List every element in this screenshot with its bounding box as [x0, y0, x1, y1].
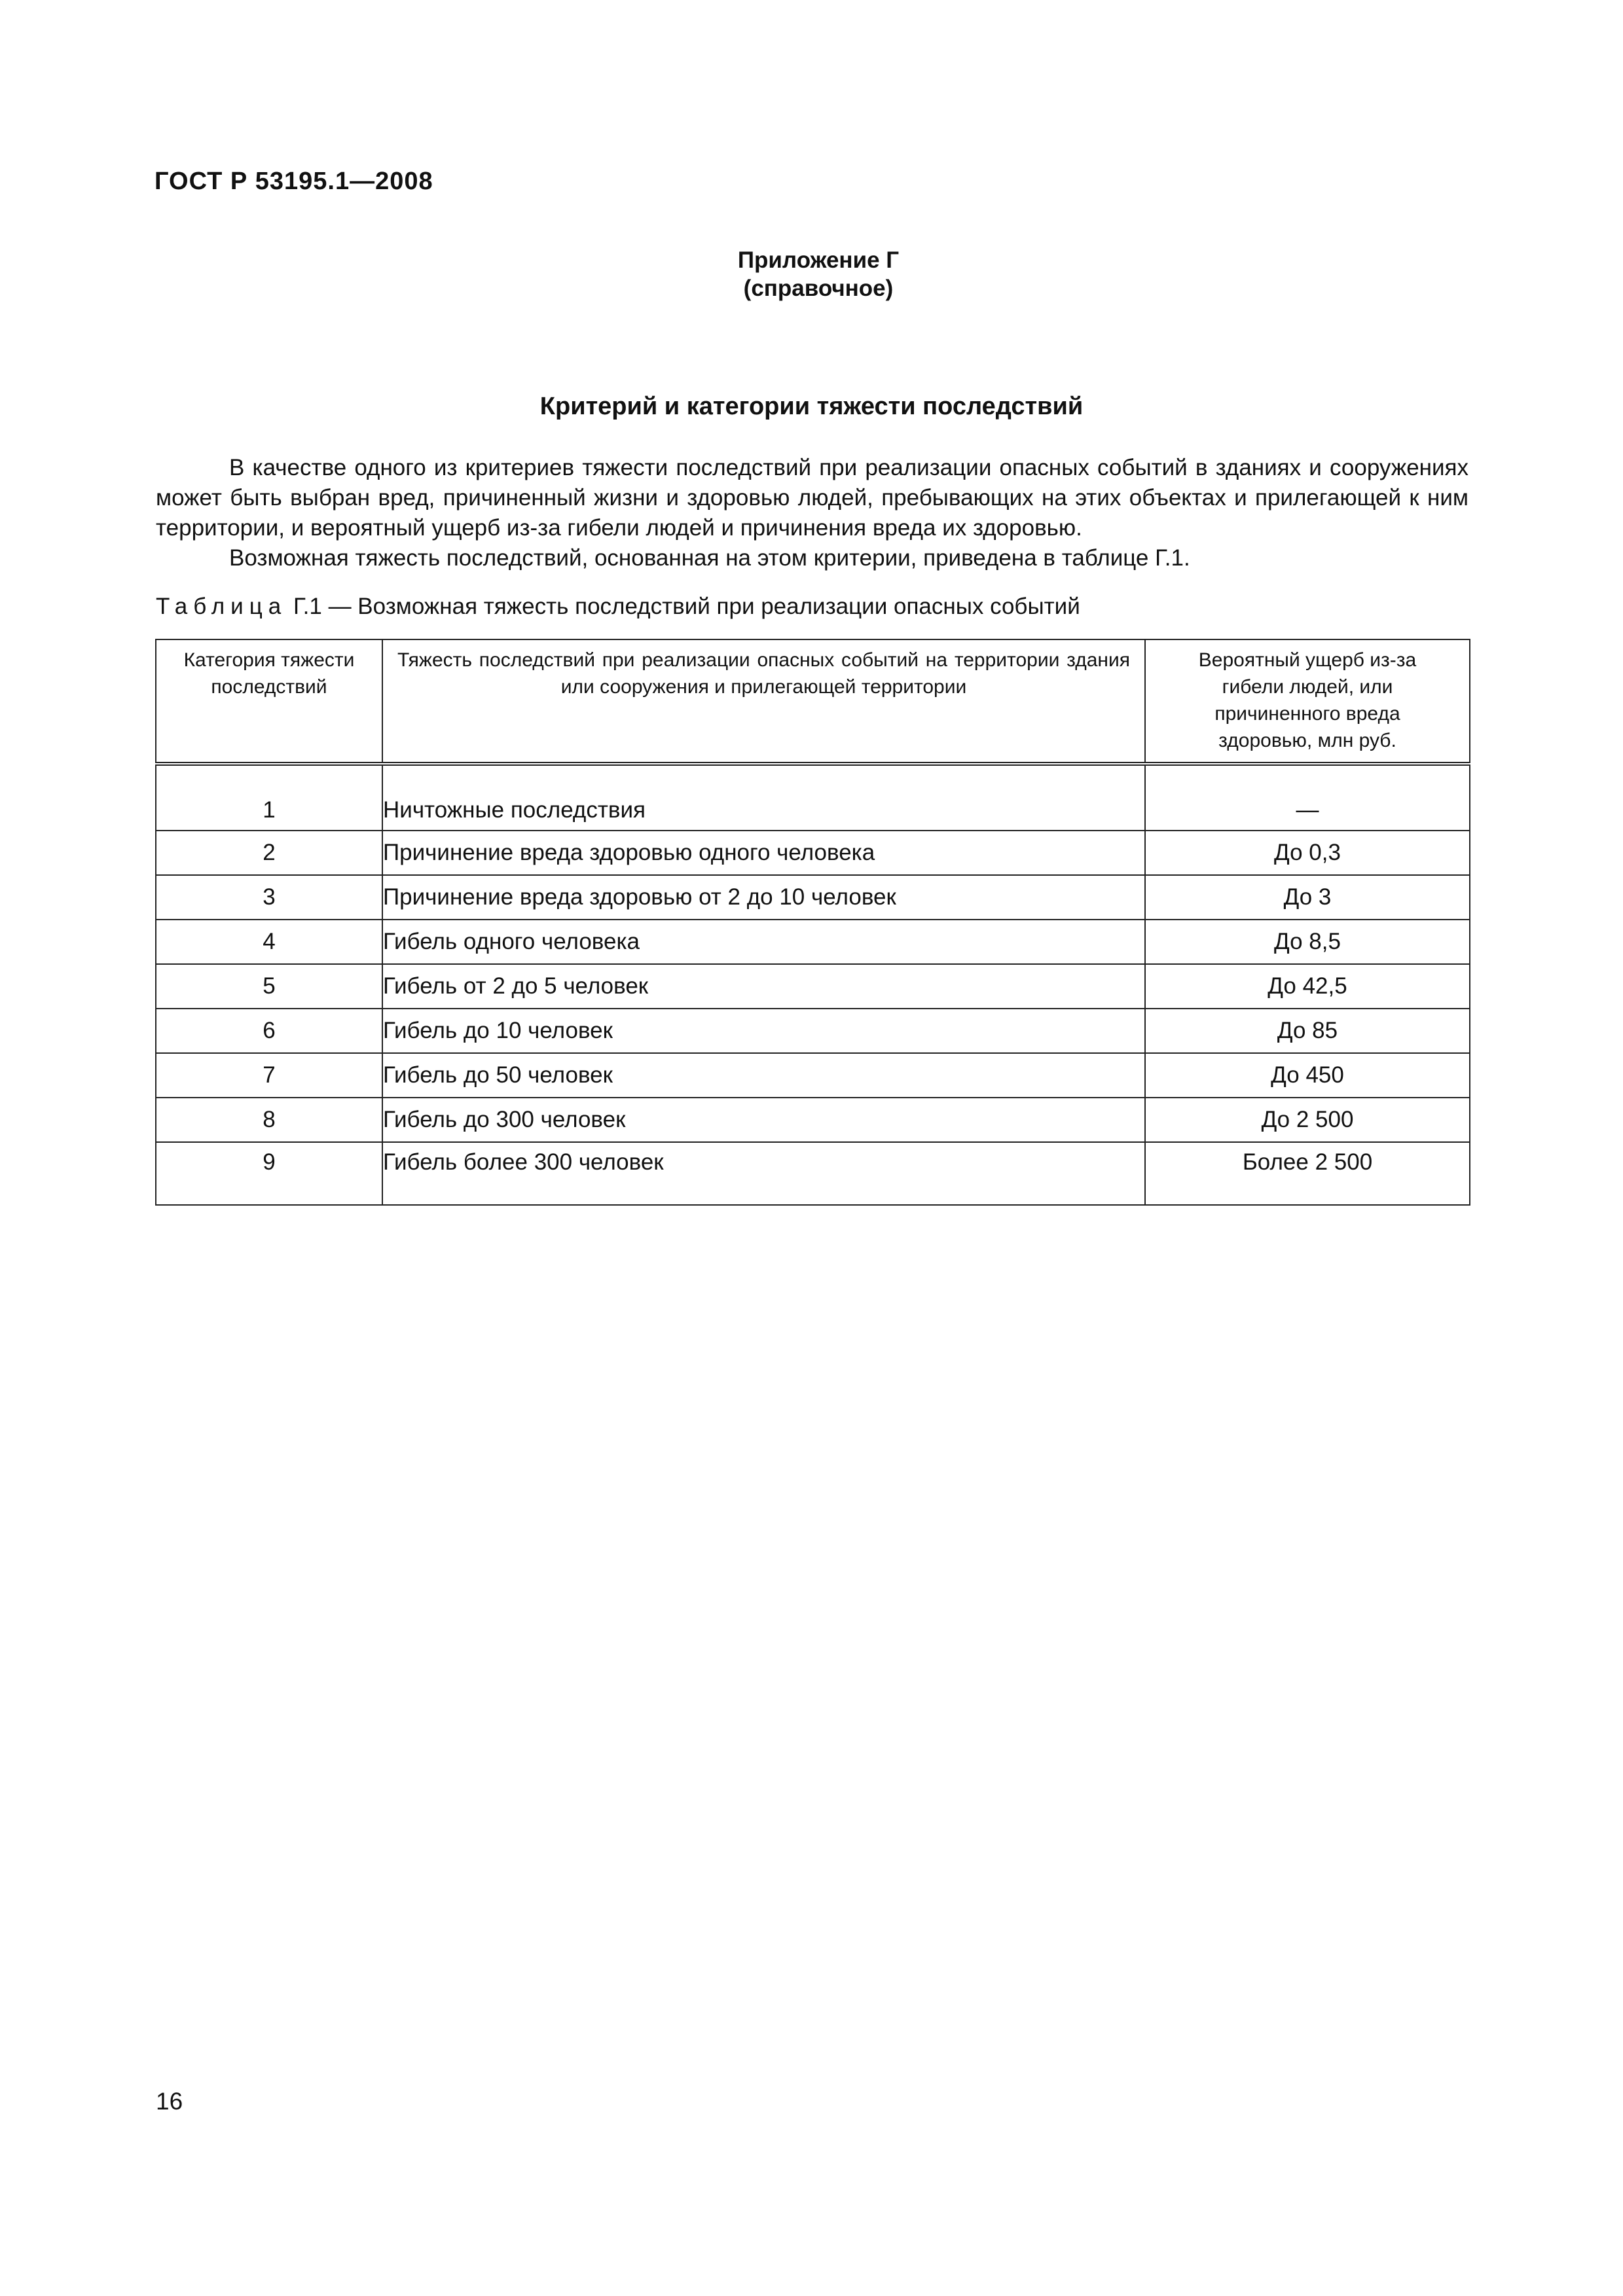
category-cell: 1 [156, 764, 382, 831]
damage-cell: До 2 500 [1145, 1098, 1470, 1142]
severity-cell: Гибель от 2 до 5 человек [382, 964, 1145, 1009]
damage-cell: Более 2 500 [1145, 1142, 1470, 1205]
category-cell: 4 [156, 920, 382, 964]
category-cell: 5 [156, 964, 382, 1009]
category-cell: 6 [156, 1009, 382, 1053]
severity-cell: Гибель до 10 человек [382, 1009, 1145, 1053]
severity-cell: Причинение вреда здоровью одного человека [382, 831, 1145, 875]
severity-cell: Ничтожные последствия [382, 764, 1145, 831]
table-row [156, 1142, 1470, 1205]
category-cell: 9 [156, 1142, 382, 1205]
column-header-category: Категория тяжести последствий [156, 639, 382, 764]
severity-cell: Гибель до 50 человек [382, 1053, 1145, 1098]
damage-cell: До 8,5 [1145, 920, 1470, 964]
damage-cell: — [1145, 764, 1470, 831]
severity-cell: Гибель более 300 человек [382, 1142, 1145, 1205]
page-number: 16 [156, 2088, 183, 2115]
category-cell: 3 [156, 875, 382, 920]
severity-cell: Гибель одного человека [382, 920, 1145, 964]
appendix-kind: (справочное) [743, 276, 894, 301]
paragraph: Возможная тяжесть последствий, основанная на этом критерии, приведена в таблице Г.1. [229, 545, 1190, 571]
damage-cell: До 42,5 [1145, 964, 1470, 1009]
damage-cell: До 85 [1145, 1009, 1470, 1053]
column-header-severity: Тяжесть последствий при реализации опасных событий на территории здания или сооружения и прилегающей территории [382, 639, 1145, 764]
table-row [156, 875, 1470, 920]
table-caption-label: Таблица [156, 594, 287, 619]
damage-cell: До 450 [1145, 1053, 1470, 1098]
table-row [156, 1009, 1470, 1053]
column-header-damage: Вероятный ущерб из-за гибели людей, или причиненного вреда здоровью, млн руб. [1145, 639, 1470, 764]
severity-cell: Причинение вреда здоровью от 2 до 10 человек [382, 875, 1145, 920]
category-cell: 2 [156, 831, 382, 875]
table-caption [156, 594, 1080, 620]
table-row [156, 964, 1470, 1009]
category-cell: 8 [156, 1098, 382, 1142]
table-row [156, 920, 1470, 964]
damage-cell: До 0,3 [1145, 831, 1470, 875]
table-header-row [156, 639, 1470, 764]
section-title: Критерий и категории тяжести последствий [539, 393, 1084, 420]
appendix-title: Приложение Г [737, 247, 900, 273]
table-row [156, 831, 1470, 875]
table-caption-text: Г.1 — Возможная тяжесть последствий при реализации опасных событий [293, 594, 1080, 619]
severity-cell: Гибель до 300 человек [382, 1098, 1145, 1142]
table-row [156, 764, 1470, 831]
document-code: ГОСТ Р 53195.1—2008 [155, 168, 433, 195]
severity-table [155, 639, 1470, 1206]
paragraph: В качестве одного из критериев тяжести последствий при реализации опасных событий в зданиях и сооружениях может быть выбран вред, причиненный жизни и здоровью людей, пребывающих на этих объектах и прилегающей к ним территории, и вероятный ущерб из-за гибели людей и причинения вреда их здоровью. [156, 455, 1468, 541]
table-row [156, 1098, 1470, 1142]
category-cell: 7 [156, 1053, 382, 1098]
table-row [156, 1053, 1470, 1098]
damage-cell: До 3 [1145, 875, 1470, 920]
